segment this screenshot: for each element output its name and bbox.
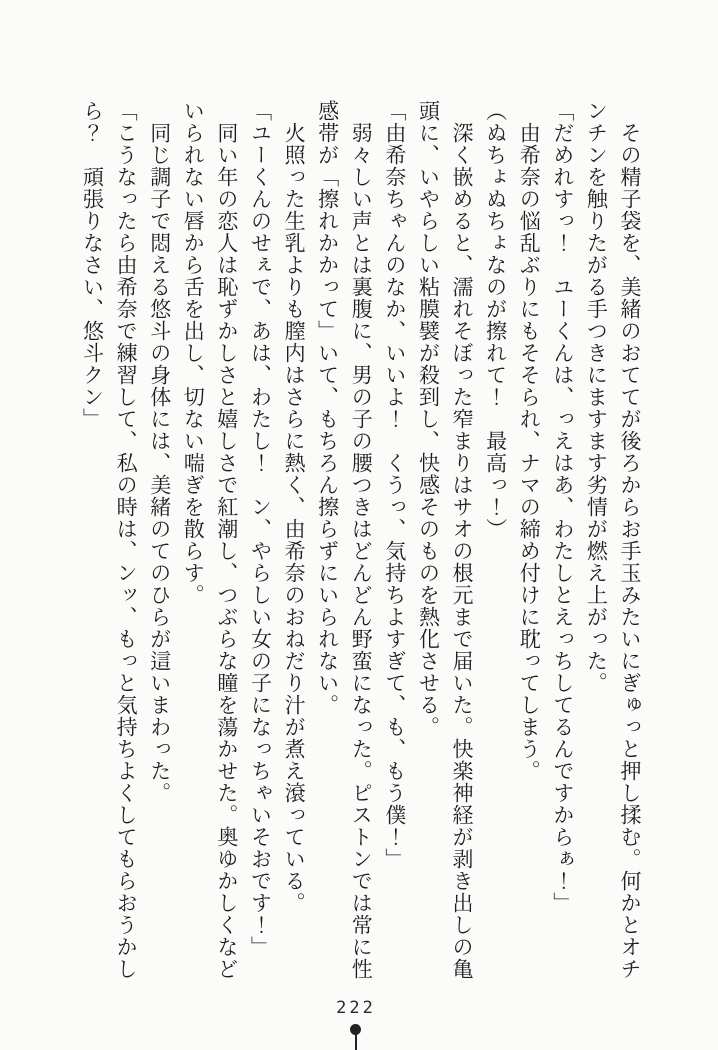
page-center-tail-line — [355, 1034, 357, 1050]
page-number: 222 — [336, 998, 376, 1018]
paragraph-dialogue: 「こうなったら由希奈で練習して、私の時は、ンッ、もっと気持ちよくしてもらおうかしら？ 頑張りなさい、悠斗クン」 — [80, 100, 139, 980]
paragraph-dialogue: 「由希奈ちゃんのなか、いいよ！ くうっ、気持ちよすぎて、も、もう僕！」 — [382, 100, 407, 870]
paragraph-narration: その精子袋を、美緒のおててが後ろからお手玉みたいにぎゅっと押し揉む。何かとオチンチンを触りたがる手つきにますます劣情が燃え上がった。 — [584, 100, 642, 980]
paragraph-dialogue: 「だめれすっ！ ユーくんは、っえはあ、わたしとえっちしてるんですからぁ！」 — [550, 100, 575, 914]
paragraph-narration: 同じ調子で悶える悠斗の身体には、美緒のてのひらが這いまわった。 — [147, 122, 172, 804]
paragraph-narration: 同い年の恋人は恥ずかしさと嬉しさで紅潮し、つぶらな瞳を蕩かせた。奥ゆかしくなどいられない唇から舌を出し、切ない喘ぎを散らす。 — [181, 100, 239, 980]
text-block — [75, 100, 646, 984]
paragraph-narration: 深く嵌めると、濡れそぼった窄まりはサオの根元まで届いた。快楽神経が剥き出しの亀頭に、いやらしい粘膜襞が殺到し、快感そのものを熱化させる。 — [416, 100, 475, 980]
paragraph-narration: 火照った生乳よりも膣内はさらに熱く、由希奈のおねだり汁が煮え滾っている。 — [282, 122, 307, 914]
paragraph-dialogue: （ぬちょぬちょなのが擦れて！ 最高っ！） — [483, 100, 508, 540]
paragraph-dialogue: 「ユーくんのせぇで、あは、わたし！ ン、やらしい女の子になっちゃいそおです！」 — [248, 100, 273, 958]
paragraph-narration: 弱々しい声とは裏腹に、男の子の腰つきはどんどん野蛮になった。ピストンでは常に性感帯が「擦れかかって」いて、もちろん擦らずにいられない。 — [315, 100, 374, 980]
paragraph-narration: 由希奈の悩乱ぶりにもそそられ、ナマの締め付けに耽ってしまう。 — [517, 122, 542, 782]
